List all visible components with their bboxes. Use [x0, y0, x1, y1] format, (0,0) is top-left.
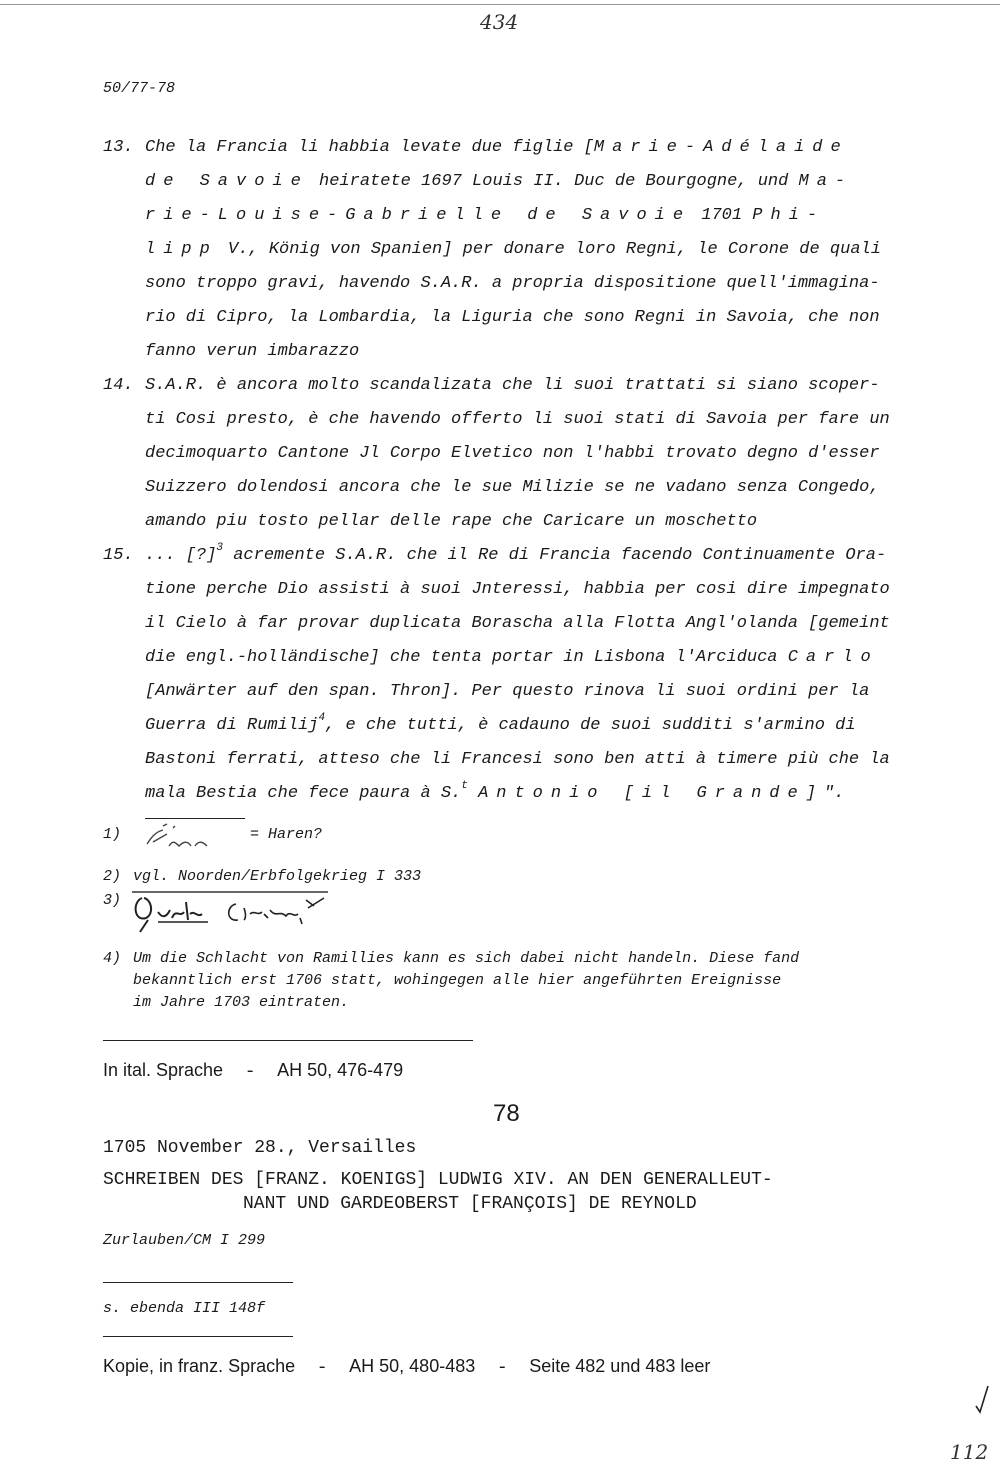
item-13-line-5: sono troppo gravi, havendo S.A.R. a propria dispositione quell'immagina- [145, 274, 880, 293]
document-date: 1705 November 28., Versailles [103, 1138, 417, 1158]
archive-reference: Zurlauben/CM I 299 [103, 1232, 266, 1249]
footnote-separator [145, 818, 245, 819]
footnote-2-number: 2) [103, 868, 122, 885]
item-14-number: 14. [103, 376, 134, 395]
item-14-line-2: ti Cosi presto, è che havendo offerto li suoi stati di Savoia per fare un [145, 410, 890, 429]
footnote-4-number: 4) [103, 950, 122, 967]
footnote-1-text: = Haren? [250, 826, 323, 843]
document-reference: 50/77-78 [103, 80, 176, 97]
handwritten-phrase-scan [128, 888, 348, 936]
item-15-line-3: il Cielo à far provar duplicata Borascha alla Flotta Angl'olanda [gemeint [145, 614, 890, 633]
source-separator [103, 1040, 473, 1041]
item-13-line-4: lipp V., König von Spanien] per donare loro Regni, le Corone de quali [145, 240, 881, 259]
item-14-line-4: Suizzero dolendosi ancora che le sue Milizie se ne vadano senza Congedo, [145, 478, 880, 497]
item-13-line-1: Che la Francia li habbia levate due figlie [Marie-Adélaide [145, 138, 849, 157]
check-mark-icon [972, 1384, 990, 1414]
source-line: In ital. Sprache - AH 50, 476-479 [103, 1060, 404, 1082]
copy-line: Kopie, in franz. Sprache - AH 50, 480-483 - Seite 482 und 483 leer [103, 1356, 711, 1378]
item-15-line-6: Guerra di Rumilij$^4$, e che tutti, è cadauno de suoi sudditi s'armino di [145, 712, 856, 735]
item-15-line-8: mala Bestia che fece paura à S.$^t$ Antonio [il Grande]". [145, 780, 845, 803]
footnote-4-line-3: im Jahre 1703 eintraten. [133, 994, 350, 1011]
item-13-line-6: rio di Cipro, la Lombardia, la Liguria che sono Regni in Savoia, che non [145, 308, 880, 327]
item-15-line-1: ... [?]$^3$ acremente S.A.R. che il Re di Francia facendo Continuamente Ora- [145, 542, 887, 565]
item-14-line-5: amando piu tosto pellar delle rape che Caricare un moschetto [145, 512, 758, 531]
footnote-2-text: vgl. Noorden/Erbfolgekrieg I 333 [133, 868, 422, 885]
item-15-line-5: [Anwärter auf den span. Thron]. Per questo rinova li suoi ordini per la [145, 682, 870, 701]
item-15-number: 15. [103, 546, 134, 565]
document-title-line-2: NANT UND GARDEOBERST [FRANÇOIS] DE REYNOLD [243, 1194, 697, 1214]
footnote-4-line-2: bekanntlich erst 1706 statt, wohingegen alle hier angeführten Ereignisse [133, 972, 782, 989]
footnote-1-number: 1) [103, 826, 122, 843]
item-14-line-3: decimoquarto Cantone Jl Corpo Elvetico non l'habbi trovato degno d'esser [145, 444, 880, 463]
item-15-line-4: die engl.-holländische] che tenta portar in Lisbona l'Arciduca Carlo [145, 648, 879, 667]
note-separator-2 [103, 1336, 293, 1337]
document-number: 78 [493, 1100, 520, 1127]
item-13-line-3: rie-Louise-Gabrielle de Savoie 1701 Phi- [145, 206, 826, 225]
footnote-3-number: 3) [103, 892, 122, 909]
note-separator-1 [103, 1282, 293, 1283]
item-13-line-7: fanno verun imbarazzo [145, 342, 360, 361]
item-13-line-2: de Savoie heiratete 1697 Louis II. Duc de Bourgogne, und Ma- [145, 172, 854, 191]
item-15-line-2: tione perche Dio assisti à suoi Jnteressi, habbia per cosi dire impegnato [145, 580, 890, 599]
top-edge-line [0, 4, 1000, 5]
item-13-number: 13. [103, 138, 134, 157]
item-15-line-7: Bastoni ferrati, atteso che li Francesi sono ben atti à timere più che la [145, 750, 890, 769]
item-14-line-1: S.A.R. è ancora molto scandalizata che li suoi trattati si siano scoper- [145, 376, 880, 395]
corner-handwritten-number: 112 [950, 1440, 989, 1464]
document-title-line-1: SCHREIBEN DES [FRANZ. KOENIGS] LUDWIG XIV. AN DEN GENERALLEUT- [103, 1170, 773, 1190]
handwritten-page-number: 434 [480, 10, 519, 34]
archive-note: s. ebenda III 148f [103, 1300, 266, 1317]
footnote-4-line-1: Um die Schlacht von Ramillies kann es sich dabei nicht handeln. Diese fand [133, 950, 800, 967]
handwritten-word-scan [143, 820, 223, 856]
